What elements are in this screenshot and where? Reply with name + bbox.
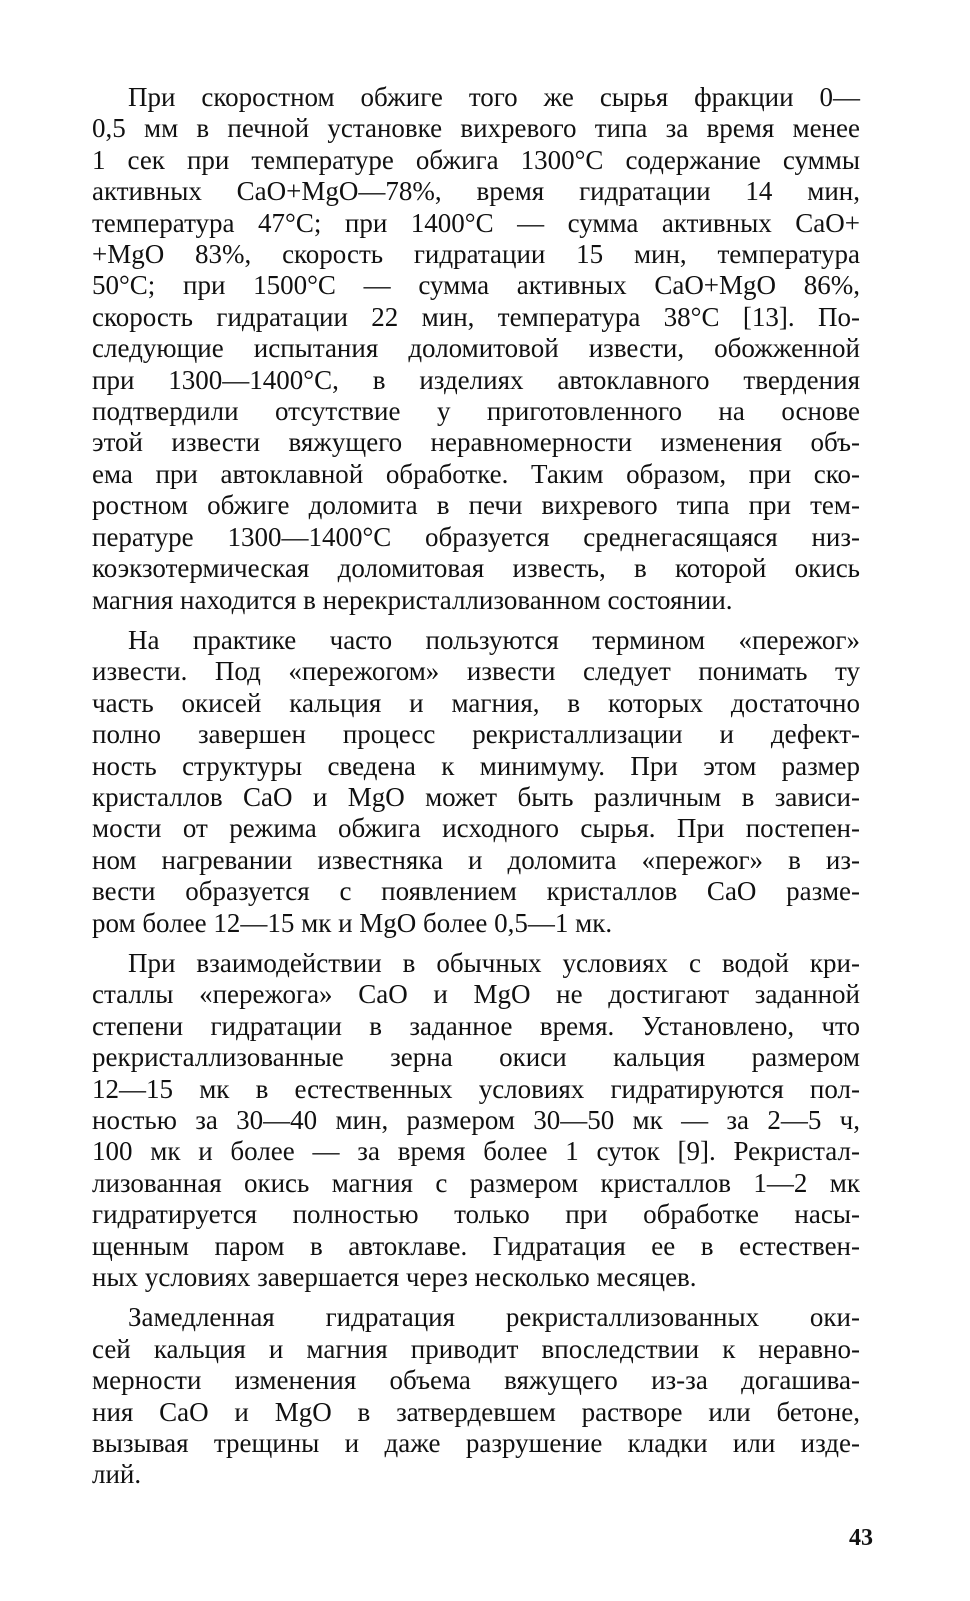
text-line: вести образуется с появлением кристаллов СаО разме- [92,876,860,907]
text-line: этой извести вяжущего неравномерности изменения объ- [92,427,860,458]
text-line: подтвердили отсутствие у приготовленного на основе [92,396,860,427]
paragraph-3 [92,948,860,1293]
text-line: На практике часто пользуются термином «пережог» [128,624,860,655]
text-line: 12—15 мк в естественных условиях гидратируются пол- [92,1073,860,1104]
text-line: мерности изменения объема вяжущего из-за догашива- [92,1365,860,1396]
page-body [92,82,860,1500]
page-number: 43 [849,1525,873,1551]
text-line: 50°С; при 1500°С — сумма активных СаО+MgO 86%, [92,270,860,301]
text-line: 1 сек при температуре обжига 1300°С содержание суммы [92,144,860,175]
text-line: +MgO 83%, скорость гидратации 15 мин, температура [92,239,860,270]
text-line: часть окисей кальция и магния, в которых достаточно [92,687,860,718]
text-line: ность структуры сведена к минимуму. При этом размер [92,750,860,781]
paragraph-1 [92,82,860,616]
text-line: ностью за 30—40 мин, размером 30—50 мк — за 2—5 ч, [92,1105,860,1135]
text-line: лий. [92,1459,142,1490]
text-line: ния СаО и MgO в затвердевшем растворе или бетоне, [92,1396,860,1427]
text-line: сей кальция и магния приводит впоследствии к неравно- [92,1333,860,1364]
text-line: следующие испытания доломитовой извести, обожженной [92,333,860,364]
text-line: При взаимодействии в обычных условиях с водой кри- [128,947,860,978]
text-line: температура 47°С; при 1400°С — сумма активных СаО+ [92,207,860,238]
text-line: вызывая трещины и даже разрушение кладки или изде- [92,1428,860,1459]
text-line: ных условиях завершается через несколько месяцев. [92,1262,697,1293]
text-line: 0,5 мм в печной установке вихревого типа за время менее [92,113,860,144]
text-line: рекристаллизованные зерна окиси кальция размером [92,1042,860,1073]
text-line: щенным паром в автоклаве. Гидратация ее в естествен- [92,1230,860,1261]
text-line: лизованная окись магния с размером кристаллов 1—2 мк [92,1167,860,1198]
text-line: ром более 12—15 мк и MgO более 0,5—1 мк. [92,907,613,938]
text-line: гидратируется полностью только при обработке насы- [92,1199,860,1230]
text-line: активных СаО+MgO—78%, время гидратации 14 мин, [92,176,860,207]
text-line: извести. Под «пережогом» извести следует понимать ту [92,656,860,687]
paragraph-2 [92,625,860,939]
text-line: ростном обжиге доломита в печи вихревого типа при тем- [92,490,860,521]
text-line: коэкзотермическая доломитовая известь, в которой окись [92,553,860,584]
text-line: мости от режима обжига исходного сырья. При постепен- [92,813,860,844]
text-line: скорость гидратации 22 мин, температура 38°С [13]. По- [92,301,860,332]
text-line: полно завершен процесс рекристаллизации и дефект- [92,719,860,750]
text-line: ема при автоклавной обработке. Таким образом, при ско- [92,458,860,489]
text-line: степени гидратации в заданное время. Установлено, что [92,1010,860,1041]
text-line: 100 мк и более — за время более 1 суток [9]. Рекристал- [92,1136,860,1167]
paragraph-4 [92,1302,860,1490]
text-line: Замедленная гидратация рекристаллизованных оки- [128,1302,860,1333]
text-line: сталлы «пережога» СаО и MgO не достигают заданной [92,979,860,1010]
text-line: при 1300—1400°С, в изделиях автоклавного твердения [92,364,860,395]
text-line: При скоростном обжиге того же сырья фракции 0— [128,82,860,112]
text-line: ном нагревании известняка и доломита «пережог» в из- [92,844,860,875]
text-line: кристаллов СаО и MgO может быть различным в зависи- [92,781,860,812]
text-line: магния находится в нерекристаллизованном состоянии. [92,584,733,615]
text-line: пературе 1300—1400°С образуется среднегасящаяся низ- [92,521,860,552]
